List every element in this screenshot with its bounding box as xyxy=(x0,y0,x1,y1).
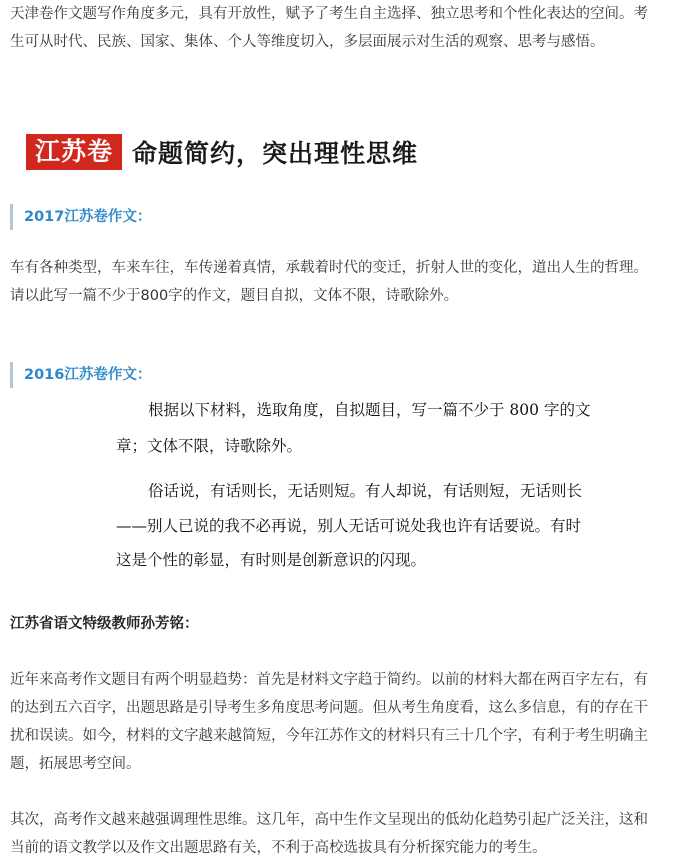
prompt-2017 xyxy=(10,254,678,310)
text-line: 近年来高考作文题目有两个明显趋势：首先是材料文字趋于简约。以前的材料大都在两百字左右，有 xyxy=(10,672,648,688)
subheading-2016: 2016江苏卷作文： xyxy=(10,362,151,388)
scan-line: 俗话说，有话则长，无话则短。有人却说，有话则短，无话则长 xyxy=(148,482,583,500)
text-line: 生可从时代、民族、国家、集体、个人等维度切入，多层面展示对生活的观察、思考与感悟。 xyxy=(10,34,605,50)
teacher-label: 江苏省语文特级教师孙芳铭： xyxy=(10,616,199,632)
section-banner xyxy=(26,134,418,170)
scan-line: 这是个性的彰显，有时则是创新意识的闪现。 xyxy=(116,551,427,569)
text-line: 当前的语文教学以及作文出题思路有关，不利于高校选拔具有分析探究能力的考生。 xyxy=(10,840,547,856)
text-line: 的达到五六百字，出题思路是引导考生多角度思考问题。但从考生角度看，这么多信息，有的存在干 xyxy=(10,700,648,716)
text-line: 天津卷作文题写作角度多元，具有开放性，赋予了考生自主选择、独立思考和个性化表达的空间。考 xyxy=(10,6,648,22)
scan-line: 章；文体不限，诗歌除外。 xyxy=(116,437,303,455)
text-line: 车有各种类型，车来车往，车传递着真情，承载着时代的变迁，折射人世的变化，道出人生的哲理。 xyxy=(10,260,648,276)
text-line: 请以此写一篇不少于800字的作文，题目自拟，文体不限，诗歌除外。 xyxy=(10,288,459,304)
section-title: 命题简约，突出理性思维 xyxy=(132,139,419,168)
scan-line: ——别人已说的我不必再说，别人无话可说处我也许有话要说。有时 xyxy=(116,517,582,535)
scanned-prompt-image xyxy=(112,392,600,578)
analysis-paragraph-2 xyxy=(10,806,678,862)
intro-paragraph xyxy=(10,0,678,56)
subheading-2017: 2017江苏卷作文： xyxy=(10,204,151,230)
scan-line: 根据以下材料，选取角度，自拟题目，写一篇不少于 800 字的文 xyxy=(148,401,591,419)
analysis-paragraph-1 xyxy=(10,666,678,778)
text-line: 扰和误读。如今，材料的文字越来越简短，今年江苏作文的材料只有三十几个字，有利于考生明确主 xyxy=(10,728,648,744)
text-line: 题，拓展思考空间。 xyxy=(10,756,141,772)
text-line: 其次，高考作文越来越强调理性思维。这几年，高中生作文呈现出的低幼化趋势引起广泛关注，这和 xyxy=(10,812,648,828)
section-tag: 江苏卷 xyxy=(26,134,122,170)
